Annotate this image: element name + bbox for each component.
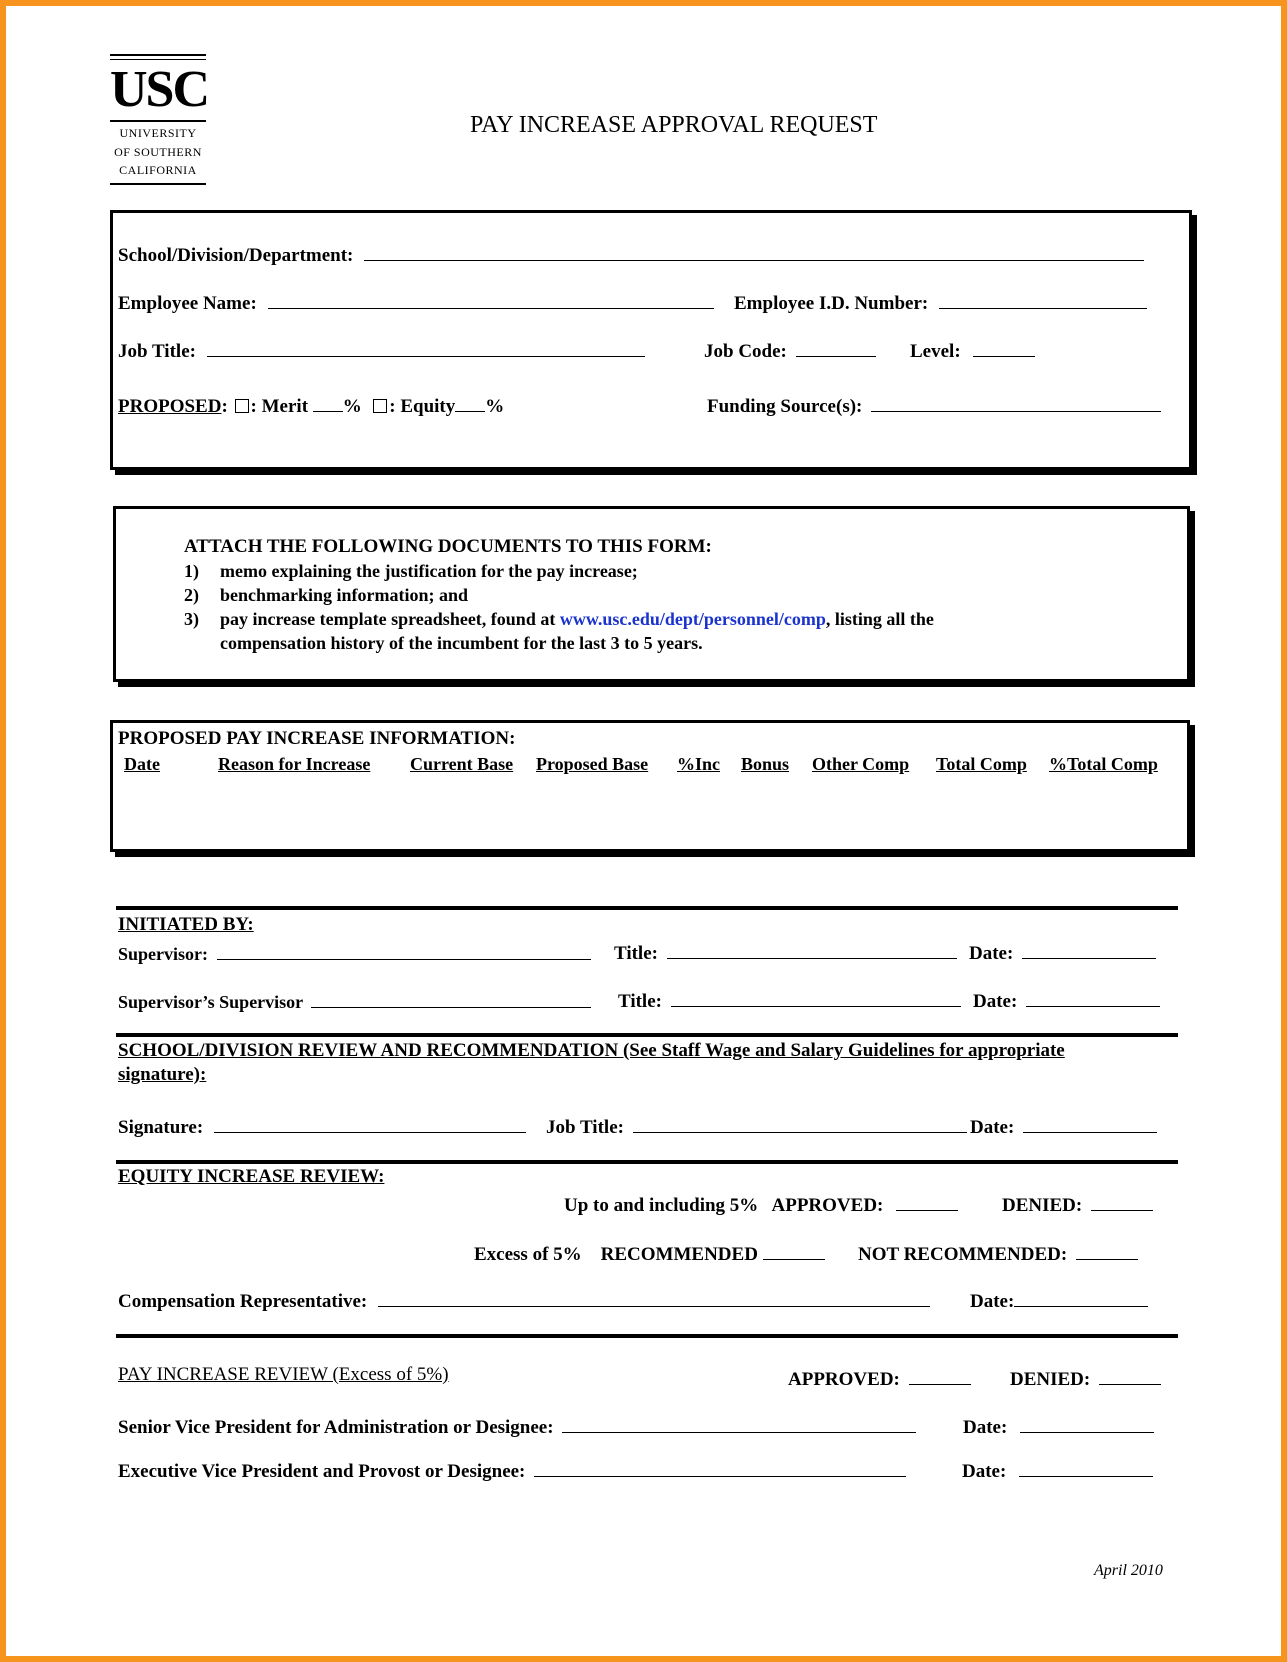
job-title-field[interactable] (207, 336, 645, 357)
job-code-field[interactable] (796, 336, 876, 357)
section-rule-equity-review (116, 1160, 1178, 1164)
supervisors-supervisor-title-label: Title: (618, 990, 662, 1012)
employee-name-row (118, 288, 714, 315)
school-date-row (970, 1112, 1157, 1139)
section-rule-school-review (116, 1033, 1178, 1037)
school-date-field[interactable] (1023, 1112, 1157, 1133)
column-pct-inc: %Inc (677, 754, 721, 774)
job-title-label: Job Title: (118, 340, 196, 362)
supervisors-supervisor-date-label: Date: (973, 990, 1018, 1012)
comp-rep-field[interactable] (378, 1286, 930, 1307)
excess-label: Excess of 5% (474, 1243, 582, 1265)
personnel-comp-link[interactable]: www.usc.edu/dept/personnel/comp (559, 609, 826, 629)
column-other-comp: Other Comp (812, 754, 910, 774)
evp-field[interactable] (534, 1456, 906, 1477)
supervisor-date-label: Date: (969, 942, 1014, 964)
supervisors-supervisor-title-row (618, 986, 961, 1013)
svp-row (118, 1412, 916, 1439)
initiated-heading: INITIATED BY: (118, 914, 254, 935)
attach-item-3-num: 3) (184, 609, 199, 629)
employee-name-label: Employee Name: (118, 292, 257, 314)
attach-item-1 (184, 561, 638, 582)
equity-checkbox[interactable] (373, 399, 387, 413)
equity-label: Equity (400, 395, 456, 417)
employee-id-row (734, 288, 1147, 315)
footer-date: April 2010 (1094, 1562, 1163, 1579)
comp-rep-label: Compensation Representative: (118, 1290, 368, 1312)
pay-review-approved-field[interactable] (909, 1364, 971, 1385)
svp-date-row (963, 1412, 1154, 1439)
column-current-base: Current Base (410, 754, 514, 774)
attach-item-3-text: pay increase template spreadsheet, found at (220, 609, 560, 629)
attach-item-3-text-after: , listing all the (825, 609, 934, 629)
funding-label: Funding Source(s): (707, 395, 863, 417)
column-date: Date (124, 754, 160, 774)
pay-review-denied-row (1010, 1364, 1161, 1391)
svp-label: Senior Vice President for Administration or Designee: (118, 1416, 554, 1438)
merit-checkbox[interactable] (235, 399, 249, 413)
school-signature-field[interactable] (214, 1112, 526, 1133)
pay-review-heading: PAY INCREASE REVIEW (Excess of 5%) (118, 1364, 449, 1385)
school-row (118, 240, 1144, 267)
supervisor-date-field[interactable] (1022, 938, 1156, 959)
attach-item-2-num: 2) (184, 585, 199, 605)
evp-row (118, 1456, 906, 1483)
upto-denied-field[interactable] (1091, 1190, 1153, 1211)
not-recommended-label: NOT RECOMMENDED: (858, 1243, 1068, 1265)
funding-row (707, 391, 1161, 418)
section-rule-initiated (116, 906, 1178, 910)
not-recommended-field[interactable] (1076, 1239, 1138, 1260)
equity-percent-sign: % (485, 395, 505, 417)
supervisor-title-row (614, 938, 957, 965)
evp-label: Executive Vice President and Provost or Designee: (118, 1460, 526, 1482)
equity-percent-field[interactable] (455, 391, 485, 412)
supervisor-title-label: Title: (614, 942, 658, 964)
employee-id-label: Employee I.D. Number: (734, 292, 929, 314)
recommended-field[interactable] (763, 1239, 825, 1260)
supervisors-supervisor-date-field[interactable] (1026, 986, 1160, 1007)
school-field[interactable] (364, 240, 1144, 261)
evp-date-row (962, 1456, 1153, 1483)
upto-denied-row (1002, 1190, 1153, 1217)
attach-item-1-text: memo explaining the justification for the pay increase; (220, 561, 638, 581)
supervisor-date-row (969, 938, 1156, 965)
upto-label: Up to and including 5% (564, 1194, 759, 1216)
page-title: PAY INCREASE APPROVAL REQUEST (470, 112, 878, 138)
pay-review-denied-field[interactable] (1099, 1364, 1161, 1385)
school-job-title-field[interactable] (633, 1112, 967, 1133)
proposed-label: PROPOSED (118, 395, 222, 417)
comp-rep-row (118, 1286, 930, 1313)
funding-field[interactable] (871, 391, 1161, 412)
column-pct-total-comp: %Total Comp (1049, 754, 1158, 774)
school-review-heading-line-1: SCHOOL/DIVISION REVIEW AND RECOMMENDATION (See Staff Wage and Salary Guidelines for appropriate (118, 1040, 1065, 1061)
job-code-label: Job Code: (704, 340, 787, 362)
svp-field[interactable] (562, 1412, 916, 1433)
job-code-row (704, 336, 876, 363)
section-rule-pay-review (116, 1334, 1178, 1338)
attach-item-2-text: benchmarking information; and (220, 585, 469, 605)
school-job-title-label: Job Title: (546, 1116, 624, 1138)
level-label: Level: (910, 340, 961, 362)
attach-item-2 (184, 585, 468, 606)
upto-row (564, 1190, 958, 1217)
supervisors-supervisor-date-row (973, 986, 1160, 1013)
evp-date-label: Date: (962, 1460, 1007, 1482)
merit-percent-sign: % (342, 395, 362, 417)
column-bonus: Bonus (741, 754, 790, 774)
employee-name-field[interactable] (268, 288, 714, 309)
school-date-label: Date: (970, 1116, 1015, 1138)
attach-item-3 (184, 609, 934, 630)
logo-mark: USC (110, 61, 209, 118)
employee-id-field[interactable] (939, 288, 1147, 309)
column-proposed-base: Proposed Base (536, 754, 649, 774)
school-review-heading-line-2: signature): (118, 1064, 207, 1085)
proposed-row: PROPOSED: : Merit % : Equity % (118, 391, 504, 418)
school-label: School/Division/Department: (118, 244, 354, 266)
merit-percent-field[interactable] (313, 391, 343, 412)
school-signature-row (118, 1112, 526, 1139)
recommended-label: RECOMMENDED (600, 1243, 758, 1265)
supervisors-supervisor-title-field[interactable] (671, 986, 961, 1007)
level-row (910, 336, 1035, 363)
column-total-comp: Total Comp (936, 754, 1027, 774)
logo-line-3: CALIFORNIA (119, 163, 197, 178)
supervisor-title-field[interactable] (667, 938, 957, 959)
not-recommended-row (858, 1239, 1138, 1266)
job-title-row (118, 336, 645, 363)
logo-line-2: OF SOUTHERN (114, 144, 202, 159)
svp-date-field[interactable] (1020, 1412, 1154, 1433)
evp-date-field[interactable] (1019, 1456, 1153, 1477)
comp-rep-date-label: Date: (970, 1290, 1015, 1312)
supervisor-label: Supervisor: (118, 943, 208, 964)
merit-label: Merit (261, 395, 309, 417)
supervisors-supervisor-field[interactable] (311, 988, 591, 1008)
level-field[interactable] (973, 336, 1035, 357)
supervisor-field[interactable] (217, 940, 591, 960)
upto-denied-label: DENIED: (1002, 1194, 1083, 1216)
pay-review-approved-label: APPROVED: (788, 1368, 900, 1390)
supervisors-supervisor-label: Supervisor’s Supervisor (118, 991, 303, 1012)
usc-logo (110, 54, 209, 185)
supervisor-row (118, 940, 591, 965)
pay-review-denied-label: DENIED: (1010, 1368, 1091, 1390)
school-job-title-row (546, 1112, 967, 1139)
attach-heading: ATTACH THE FOLLOWING DOCUMENTS TO THIS FORM: (184, 536, 712, 557)
pay-info-heading: PROPOSED PAY INCREASE INFORMATION: (118, 728, 516, 749)
column-reason: Reason for Increase (218, 754, 371, 774)
pay-review-approved-row (788, 1364, 971, 1391)
comp-rep-date-field[interactable] (1014, 1286, 1148, 1307)
school-signature-label: Signature: (118, 1116, 204, 1138)
excess-row (474, 1239, 825, 1266)
comp-rep-date-row (970, 1286, 1148, 1313)
upto-approved-field[interactable] (896, 1190, 958, 1211)
equity-review-heading: EQUITY INCREASE REVIEW: (118, 1166, 385, 1187)
upto-approved-label: APPROVED: (771, 1194, 884, 1216)
attach-item-1-num: 1) (184, 561, 199, 581)
attach-item-3-continuation: compensation history of the incumbent for the last 3 to 5 years. (220, 633, 703, 653)
logo-line-1: UNIVERSITY (119, 126, 197, 140)
supervisors-supervisor-row (118, 988, 591, 1013)
svp-date-label: Date: (963, 1416, 1008, 1438)
